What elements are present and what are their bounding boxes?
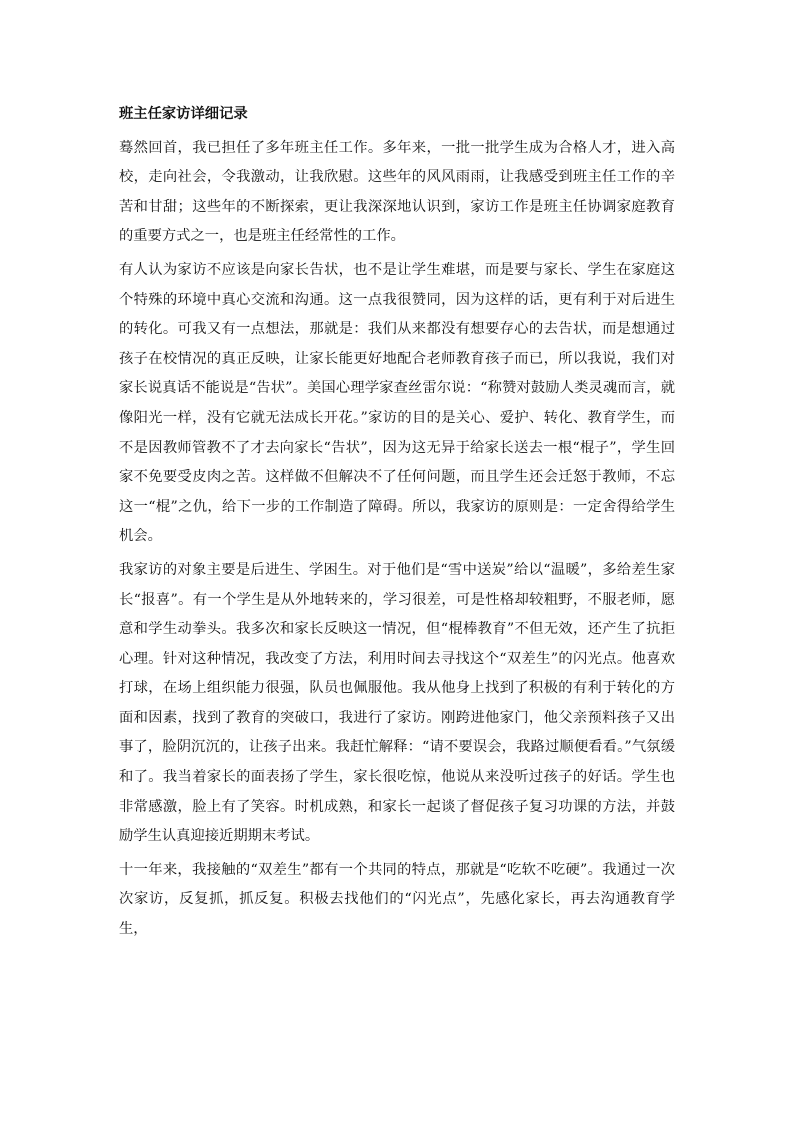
paragraph-1: 蓦然回首，我已担任了多年班主任工作。多年来，一批一批学生成为合格人才，进入高校，走向社会，令我激动，让我欣慰。这些年的风风雨雨，让我感受到班主任工作的辛苦和甘甜；这些年的不断探索，更让我深深地认识到，家访工作是班主任协调家庭教育的重要方式之一，也是班主任经常性的工作。	[119, 139, 675, 245]
paragraph-3: 我家访的对象主要是后进生、学困生。对于他们是“雪中送炭”给以“温暖”，多给差生家长“报喜”。有一个学生是从外地转来的，学习很差，可是性格却较粗野，不服老师，愿意和学生动拳头。我多次和家长反映这一情况，但“棍棒教育”不但无效，还产生了抗拒心理。针对这种情况，我改变了方法，利用时间去寻找这个“双差生”的闪光点。他喜欢打球，在场上组织能力很强，队员也佩服他。我从他身上找到了积极的有利于转化的方面和因素，找到了教育的突破口，我进行了家访。刚跨进他家门，他父亲预料孩子又出事了，脸阴沉沉的，让孩子出来。我赶忙解释：“请不要误会，我路过顺便看看。”气氛缓和了。我当着家长的面表扬了学生，家长很吃惊，他说从来没听过孩子的好话。学生也非常感激，脸上有了笑容。时机成熟，和家长一起谈了督促孩子复习功课的方法，并鼓励学生认真迎接近期期末考试。	[119, 561, 675, 845]
document-title: 班主任家访详细记录	[119, 106, 248, 122]
paragraph-2: 有人认为家访不应该是向家长告状，也不是让学生难堪，而是要与家长、学生在家庭这个特殊的环境中真心交流和沟通。这一点我很赞同，因为这样的话，更有利于对后进生的转化。可我又有一点想法，那就是：我们从来都没有想要存心的去告状，而是想通过孩子在校情况的真正反映，让家长能更好地配合老师教育孩子而已，所以我说，我们对家长说真话不能说是“告状”。美国心理学家查丝雷尔说：“称赞对鼓励人类灵魂而言，就像阳光一样，没有它就无法成长开花。”家访的目的是关心、爱护、转化、教育学生，而不是因教师管教不了才去向家长“告状”，因为这无异于给家长送去一根“棍子”，学生回家不免要受皮肉之苦。这样做不但解决不了任何问题，而且学生还会迁怒于教师，不忘这一“棍”之仇，给下一步的工作制造了障碍。所以，我家访的原则是：一定舍得给学生机会。	[119, 261, 675, 545]
document-body	[119, 100, 675, 949]
paragraph-4: 十一年来，我接触的“双差生”都有一个共同的特点，那就是“吃软不吃硬”。我通过一次次家访，反复抓，抓反复。积极去找他们的“闪光点”，先感化家长，再去沟通教育学生，	[119, 861, 675, 938]
